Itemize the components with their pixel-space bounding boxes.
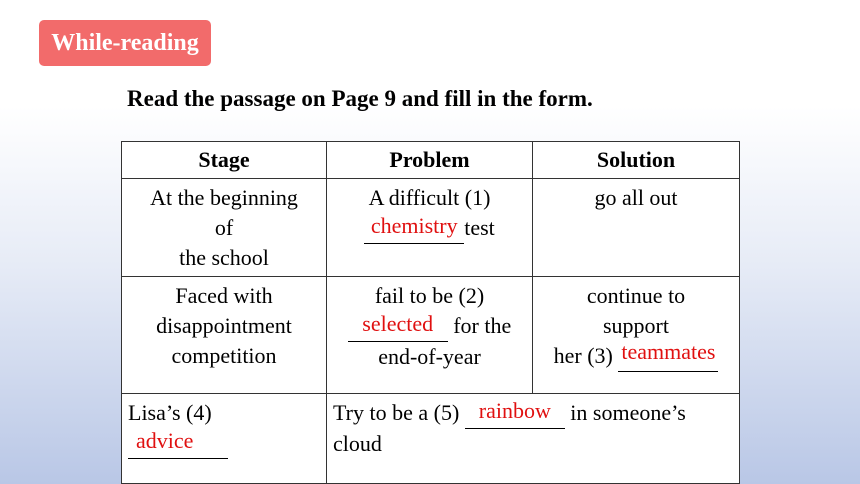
answer-1: chemistry [370, 213, 458, 238]
stage-line: disappointment [156, 313, 292, 338]
header-solution: Solution [533, 142, 740, 179]
problem-line [333, 213, 526, 244]
stage-line: Faced with [175, 283, 273, 308]
solution-cell [533, 179, 740, 277]
table-row [122, 277, 740, 394]
answer-blank-1[interactable] [364, 213, 464, 244]
problem-solution-cell [327, 394, 740, 484]
stage-line: the school [179, 245, 269, 270]
stage-line: At the beginning [150, 185, 298, 210]
table-row [122, 179, 740, 277]
problem-cell [327, 179, 533, 277]
stage-line: of [214, 215, 234, 240]
problem-line: A difficult (1) [368, 185, 491, 210]
solution-line [539, 341, 733, 372]
stage-cell [122, 277, 327, 394]
problem-text: test [464, 215, 495, 240]
stage-line: competition [171, 343, 277, 368]
header-row [122, 142, 740, 179]
answer-5: rainbow [478, 398, 551, 423]
problem-line: cloud [333, 431, 382, 456]
problem-text: Try to be a (5) [333, 400, 460, 425]
problem-line: fail to be (2) [374, 283, 485, 308]
instruction-text: Read the passage on Page 9 and fill in the form. [127, 86, 593, 111]
solution-cell [533, 277, 740, 394]
stage-line: Lisa’s (4) [128, 400, 212, 425]
header-stage: Stage [122, 142, 327, 179]
problem-text: in someone’s [570, 400, 686, 425]
answer-blank-4[interactable] [128, 428, 228, 459]
solution-line: continue to [586, 283, 686, 308]
stage-line [128, 428, 320, 459]
answer-2: selected [362, 311, 434, 336]
problem-line [333, 398, 733, 429]
problem-line: end-of-year [378, 344, 481, 369]
answer-blank-3[interactable] [618, 341, 718, 372]
problem-text: for the [453, 313, 512, 338]
answer-3: teammates [621, 339, 716, 364]
stage-cell [122, 179, 327, 277]
problem-line [333, 311, 526, 342]
solution-text: go all out [594, 185, 678, 210]
header-problem: Problem [327, 142, 533, 179]
section-tag: While-reading [39, 20, 211, 66]
answer-4: advice [136, 428, 194, 453]
answer-blank-5[interactable] [465, 398, 565, 429]
stage-cell [122, 394, 327, 484]
solution-line: support [603, 313, 669, 338]
problem-cell [327, 277, 533, 394]
solution-text: her (3) [553, 343, 613, 368]
fill-in-form [121, 141, 740, 484]
table-row [122, 394, 740, 484]
answer-blank-2[interactable] [348, 311, 448, 342]
